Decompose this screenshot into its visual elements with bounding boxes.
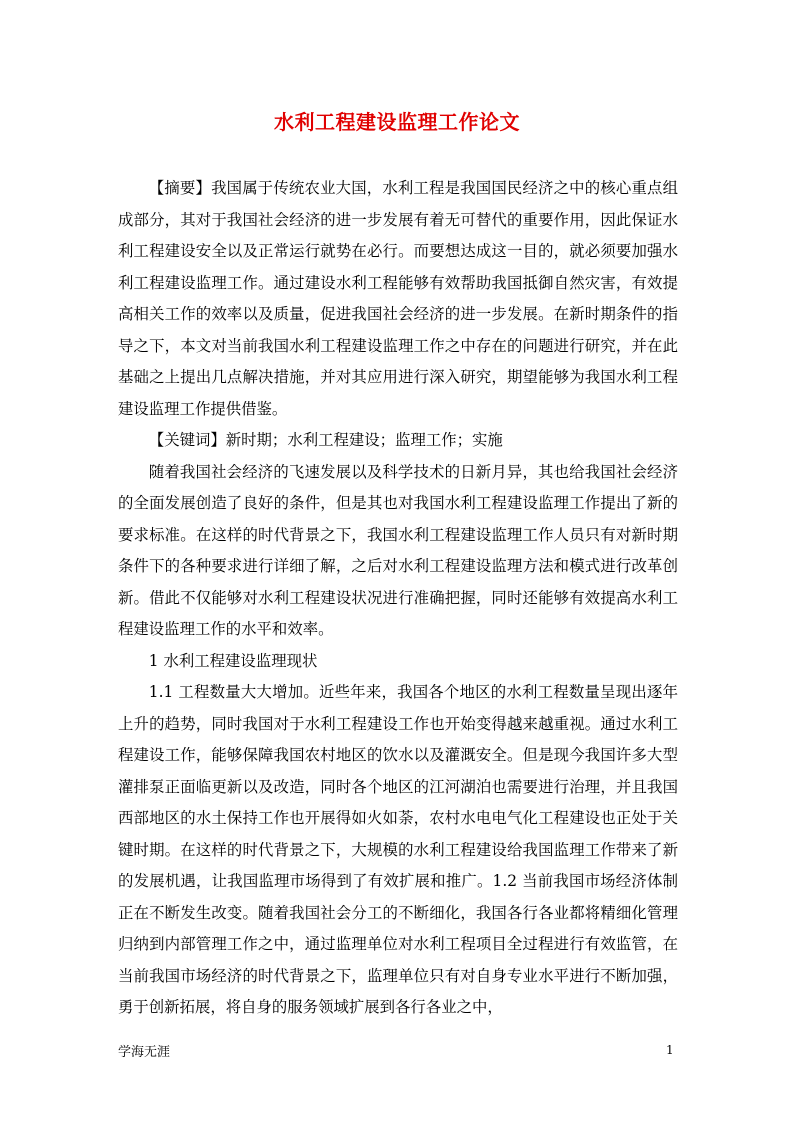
section-body-paragraph: 1.1 工程数量大大增加。近些年来，我国各个地区的水利工程数量呈现出逐年上升的趋势，同时我国对于水利工程建设工作也开始变得越来越重视。通过水利工程建设工作，能够保障我国农村地区的饮水以及灌溉安全。但是现今我国许多大型灌排泵正面临更新以及改造，同时各个地区的江河湖泊也需要进行治理，并且我国西部地区的水土保持工作也开展得如火如荼，农村水电电气化工程建设也正处于关键时期。在这样的时代背景之下，大规模的水利工程建设给我国监理工作带来了新的发展机遇，让我国监理市场得到了有效扩展和推广。1.2 当前我国市场经济体制正在不断发生改变。随着我国社会分工的不断细化，我国各行各业都将精细化管理归纳到内部管理工作之中，通过监理单位对水利工程项目全过程进行有效监管，在当前我国市场经济的时代背景之下，监理单位只有对自身专业水平进行不断加强，勇于创新拓展，将自身的服务领域扩展到各行各业之中， xyxy=(118,683,678,1016)
abstract-paragraph: 【摘要】我国属于传统农业大国，水利工程是我国国民经济之中的核心重点组成部分，其对于我国社会经济的进一步发展有着无可替代的重要作用，因此保证水利工程建设安全以及正常运行就势在必行。而要想达成这一目的，就必须要加强水利工程建设监理工作。通过建设水利工程能够有效帮助我国抵御自然灾害，有效提高相关工作的效率以及质量，促进我国社会经济的进一步发展。在新时期条件的指导之下，本文对当前我国水利工程建设监理工作之中存在的问题进行研究，并在此基础之上提出几点解决措施，并对其应用进行深入研究，期望能够为我国水利工程建设监理工作提供借鉴。 xyxy=(118,179,678,418)
section-heading: 1 水利工程建设监理现状 xyxy=(148,651,318,670)
document-title: 水利工程建设监理工作论文 xyxy=(274,110,520,134)
keywords-paragraph: 【关键词】新时期；水利工程建设；监理工作；实施 xyxy=(148,431,503,449)
page-number: 1 xyxy=(666,1043,674,1057)
intro-paragraph: 随着我国社会经济的飞速发展以及科学技术的日新月异，其也给我国社会经济的全面发展创造了良好的条件，但是其也对我国水利工程建设监理工作提出了新的要求标准。在这样的时代背景之下，我国水利工程建设监理工作人员只有对新时期条件下的各种要求进行详细了解，之后对水利工程建设监理方法和模式进行改革创新。借此不仅能够对水利工程建设状况进行准确把握，同时还能够有效提高水利工程建设监理工作的水平和效率。 xyxy=(118,462,678,638)
document-body xyxy=(118,173,678,1024)
footer-text: 学海无涯 xyxy=(118,1045,171,1060)
